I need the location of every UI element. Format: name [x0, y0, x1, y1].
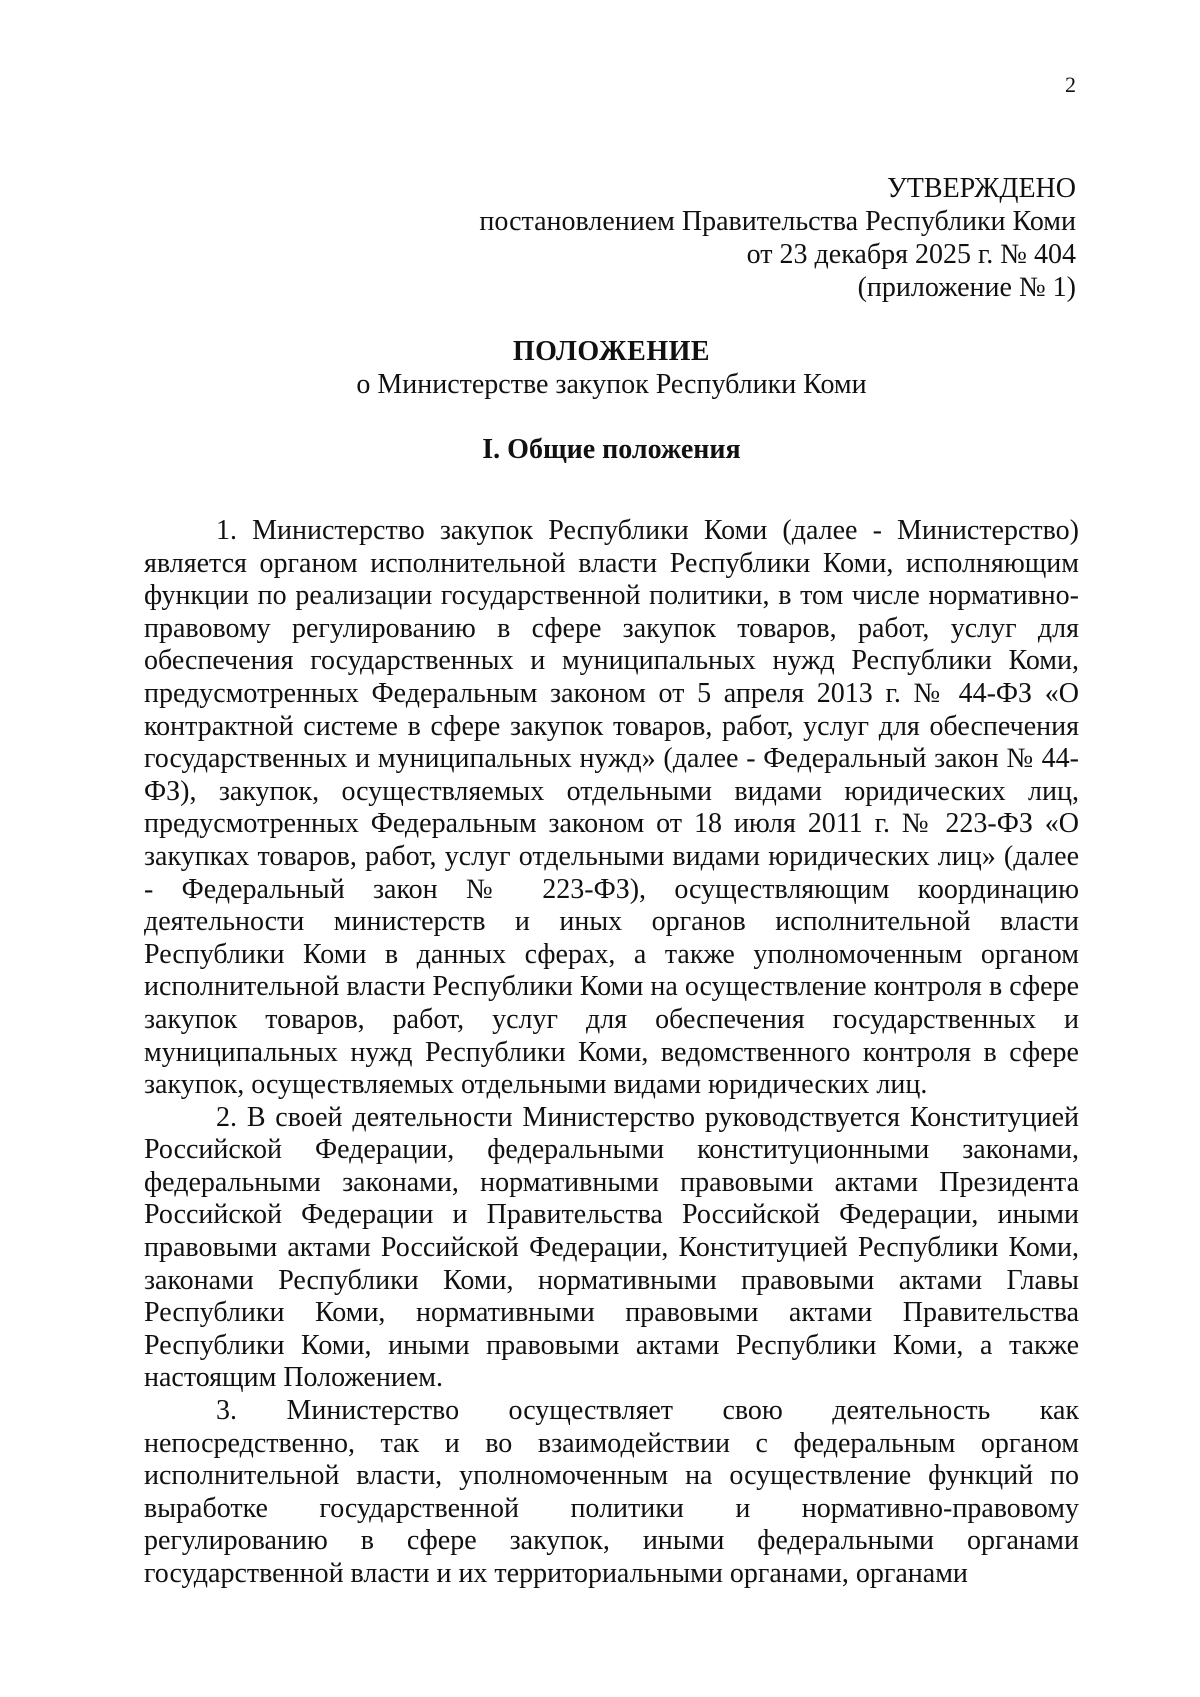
document-body: [144, 515, 1079, 1591]
approval-appendix: (приложение № 1): [857, 272, 1076, 303]
approval-stamp-block: [276, 172, 1076, 304]
approval-title: УТВЕРЖДЕНО: [886, 173, 1076, 204]
paragraph-3: 3. Министерство осуществляет свою деятельность как непосредственно, так и во взаимодействии с федеральным органом исполнительной власти, уполномоченным на осуществление функций по выработке государственной политики и нормативно-правовому регулированию в сфере закупок, иными федеральными органами государственной власти и их территориальными органами, органами: [144, 1395, 1079, 1589]
paragraph-2: 2. В своей деятельности Министерство руководствуется Конституцией Российской Федерации, федеральными конституционными законами, федеральными законами, нормативными правовыми актами Президента Российской Федерации и Правительства Российской Федерации, иными правовыми актами Российской Федерации, Конституцией Республики Коми, законами Республики Коми, нормативными правовыми актами Главы Республики Коми, нормативными правовыми актами Правительства Республики Коми, иными правовыми актами Республики Коми, а также настоящим Положением.: [144, 1101, 1079, 1394]
page-number: 2: [1065, 72, 1076, 97]
document-title: ПОЛОЖЕНИЕ: [512, 336, 711, 367]
approval-resolution: постановлением Правительства Республики Коми: [479, 206, 1076, 237]
paragraph-1: 1. Министерство закупок Республики Коми (далее - Министерство) является органом исполнительной власти Республики Коми, исполняющим функции по реализации государственной политики, в том числе нормативно-правовому регулированию в сфере закупок товаров, работ, услуг для обеспечения государственных и муниципальных нужд Республики Коми, предусмотренных Федеральным законом от 5 апреля 2013 г. № 44-ФЗ «О контрактной системе в сфере закупок товаров, работ, услуг для обеспечения государственных и муниципальных нужд» (далее - Федеральный закон № 44-ФЗ), закупок, осуществляемых отдельными видами юридических лиц, предусмотренных Федеральным законом от 18 июля 2011 г. № 223-ФЗ «О закупках товаров, работ, услуг отдельными видами юридических лиц» (далее - Федеральный закон № 223-ФЗ), осуществляющим координацию деятельности министерств и иных органов исполнительной власти Республики Коми в данных сферах, а также уполномоченным органом исполнительной власти Республики Коми на осуществление контроля в сфере закупок товаров, работ, услуг для обеспечения государственных и муниципальных нужд Республики Коми, ведомственного контроля в сфере закупок, осуществляемых отдельными видами юридических лиц.: [144, 515, 1079, 1101]
document-subtitle: о Министерстве закупок Республики Коми: [356, 369, 867, 400]
approval-date-number: от 23 декабря 2025 г. № 404: [746, 239, 1076, 270]
section-heading: I. Общие положения: [482, 434, 741, 465]
document-title-block: [144, 335, 1079, 401]
